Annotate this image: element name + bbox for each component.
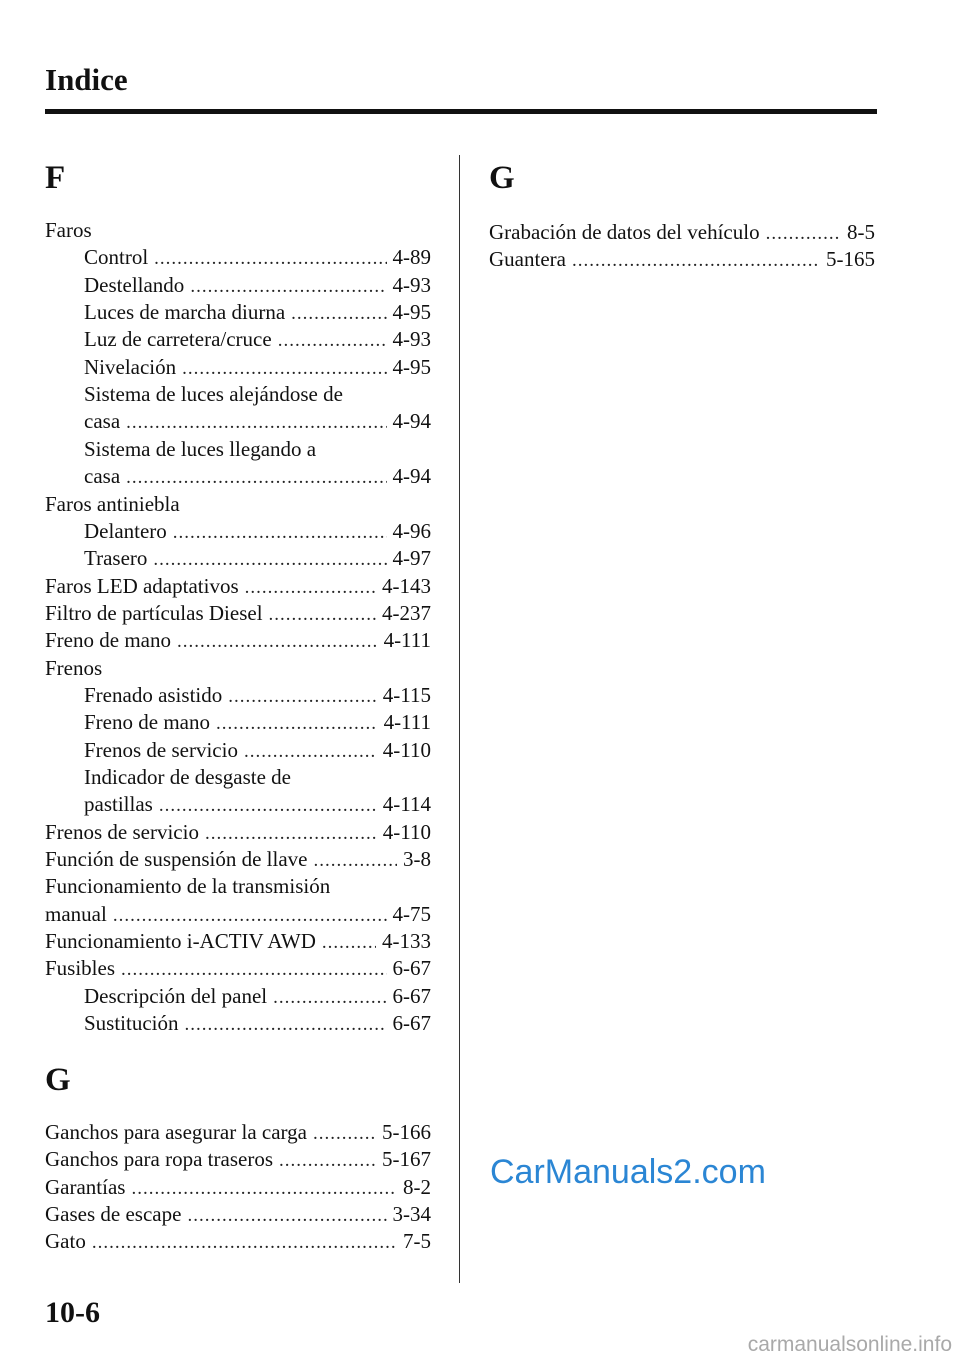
entry-page-ref: 4-89 — [392, 245, 431, 269]
entry-page-ref: 8-5 — [847, 220, 875, 244]
dot-leader — [153, 546, 386, 573]
entry-text: Trasero — [84, 546, 148, 570]
index-subentry — [84, 737, 431, 764]
index-entry — [45, 627, 431, 654]
index-entry — [45, 217, 431, 244]
index-subentry — [84, 244, 431, 271]
dot-leader — [313, 1120, 376, 1147]
entry-text: Freno de mano — [84, 710, 210, 734]
dot-leader — [182, 355, 386, 382]
index-subentry — [84, 791, 431, 818]
watermark-logo: CarManuals2.com — [490, 1153, 766, 1191]
entry-page-ref: 4-95 — [392, 355, 431, 379]
dot-leader — [177, 628, 378, 655]
index-subentry — [84, 545, 431, 572]
header-rule — [45, 109, 877, 114]
entry-page-ref: 6-67 — [392, 1011, 431, 1035]
index-entry — [45, 873, 431, 900]
entry-text: casa — [84, 409, 121, 433]
entry-text: Función de suspensión de llave — [45, 847, 308, 871]
entry-text: Guantera — [489, 247, 566, 271]
entry-text: Delantero — [84, 519, 167, 543]
index-entry — [45, 1174, 431, 1201]
dot-leader — [121, 956, 386, 983]
page-title: Indice — [45, 62, 128, 97]
entry-text: Sistema de luces llegando a — [84, 437, 317, 461]
index-subentry — [84, 709, 431, 736]
entry-page-ref: 7-5 — [403, 1229, 431, 1253]
dot-leader — [185, 1011, 387, 1038]
entry-text: Fusibles — [45, 956, 116, 980]
index-subentry — [84, 381, 431, 408]
index-subentry — [84, 682, 431, 709]
index-entry — [45, 819, 431, 846]
index-subentry — [84, 518, 431, 545]
index-entry — [45, 901, 431, 928]
entry-page-ref: 4-237 — [382, 601, 431, 625]
entry-page-ref: 4-97 — [392, 546, 431, 570]
index-entry — [45, 600, 431, 627]
index-subentry — [84, 983, 431, 1010]
section-letter: G — [45, 1062, 71, 1098]
dot-leader — [92, 1229, 397, 1256]
index-entry — [489, 246, 875, 273]
entry-text: Indicador de desgaste de — [84, 765, 291, 789]
entry-text: Funcionamiento de la transmisión — [45, 874, 331, 898]
section-letter: G — [489, 160, 515, 196]
entry-text: Sustitución — [84, 1011, 179, 1035]
dot-leader — [291, 300, 386, 327]
entry-text: Luces de marcha diurna — [84, 300, 286, 324]
entry-page-ref: 4-93 — [392, 273, 431, 297]
entry-page-ref: 4-114 — [382, 792, 431, 816]
entry-text: Luz de carretera/cruce — [84, 327, 272, 351]
entry-page-ref: 4-110 — [382, 820, 431, 844]
entry-page-ref: 4-94 — [392, 464, 431, 488]
index-subentry — [84, 1010, 431, 1037]
entry-text: Gato — [45, 1229, 86, 1253]
dot-leader — [126, 409, 386, 436]
entry-text: Faros LED adaptativos — [45, 574, 239, 598]
index-subentry — [84, 764, 431, 791]
dot-leader — [131, 1175, 397, 1202]
entry-text: casa — [84, 464, 121, 488]
entry-text: Grabación de datos del vehículo — [489, 220, 760, 244]
entry-page-ref: 4-111 — [383, 628, 431, 652]
dot-leader — [572, 247, 820, 274]
entry-text: Nivelación — [84, 355, 177, 379]
dot-leader — [278, 327, 387, 354]
entry-text: Funcionamiento i-ACTIV AWD — [45, 929, 316, 953]
entry-text: Frenos — [45, 656, 103, 680]
site-footer-link[interactable]: carmanualsonline.info — [747, 1333, 952, 1356]
entry-page-ref: 4-115 — [382, 683, 431, 707]
dot-leader — [269, 601, 376, 628]
entry-text: Freno de mano — [45, 628, 171, 652]
entry-page-ref: 4-143 — [382, 574, 431, 598]
index-subentry — [84, 354, 431, 381]
entry-text: Filtro de partículas Diesel — [45, 601, 263, 625]
dot-leader — [279, 1147, 376, 1174]
entry-page-ref: 4-111 — [383, 710, 431, 734]
dot-leader — [187, 1202, 386, 1229]
entry-page-ref: 3-8 — [403, 847, 431, 871]
entry-text: Sistema de luces alejándose de — [84, 382, 343, 406]
column-divider — [459, 155, 460, 1283]
index-entry — [45, 573, 431, 600]
index-entry — [489, 219, 875, 246]
dot-leader — [173, 519, 387, 546]
dot-leader — [216, 710, 378, 737]
entry-text: Destellando — [84, 273, 185, 297]
dot-leader — [273, 984, 386, 1011]
entry-page-ref: 5-167 — [382, 1147, 431, 1171]
index-entry — [45, 846, 431, 873]
index-entry — [45, 1228, 431, 1255]
dot-leader — [245, 574, 376, 601]
entry-page-ref: 8-2 — [403, 1175, 431, 1199]
entry-text: Ganchos para asegurar la carga — [45, 1120, 307, 1144]
entry-text: pastillas — [84, 792, 153, 816]
entry-page-ref: 4-133 — [382, 929, 431, 953]
entry-page-ref: 5-166 — [382, 1120, 431, 1144]
entry-page-ref: 3-34 — [392, 1202, 431, 1226]
index-entry — [45, 955, 431, 982]
dot-leader — [126, 464, 386, 491]
index-entry — [45, 655, 431, 682]
page-number: 10-6 — [45, 1296, 100, 1329]
dot-leader — [190, 273, 386, 300]
dot-leader — [244, 738, 377, 765]
index-subentry — [84, 326, 431, 353]
entry-text: manual — [45, 902, 107, 926]
index-subentry — [84, 408, 431, 435]
entry-text: Faros — [45, 218, 92, 242]
entry-text: Descripción del panel — [84, 984, 268, 1008]
entry-page-ref: 6-67 — [392, 956, 431, 980]
dot-leader — [205, 820, 377, 847]
entry-page-ref: 4-94 — [392, 409, 431, 433]
entry-text: Ganchos para ropa traseros — [45, 1147, 273, 1171]
entry-page-ref: 6-67 — [392, 984, 431, 1008]
index-entry — [45, 928, 431, 955]
dot-leader — [766, 220, 841, 247]
dot-leader — [154, 245, 386, 272]
entry-page-ref: 4-95 — [392, 300, 431, 324]
entry-page-ref: 4-110 — [382, 738, 431, 762]
index-subentry — [84, 272, 431, 299]
section-letter: F — [45, 160, 66, 196]
index-entry — [45, 1146, 431, 1173]
index-entry — [45, 1119, 431, 1146]
entry-page-ref: 4-96 — [392, 519, 431, 543]
dot-leader — [322, 929, 376, 956]
dot-leader — [113, 902, 387, 929]
dot-leader — [159, 792, 377, 819]
entry-text: Control — [84, 245, 149, 269]
index-entry — [45, 491, 431, 518]
dot-leader — [313, 847, 397, 874]
dot-leader — [228, 683, 377, 710]
index-subentry — [84, 299, 431, 326]
index-subentry — [84, 463, 431, 490]
entry-text: Garantías — [45, 1175, 126, 1199]
index-subentry — [84, 436, 431, 463]
entry-page-ref: 4-93 — [392, 327, 431, 351]
index-entry — [45, 1201, 431, 1228]
entry-text: Frenos de servicio — [84, 738, 238, 762]
entry-page-ref: 4-75 — [392, 902, 431, 926]
entry-text: Gases de escape — [45, 1202, 182, 1226]
entry-text: Faros antiniebla — [45, 492, 180, 516]
entry-text: Frenado asistido — [84, 683, 223, 707]
entry-text: Frenos de servicio — [45, 820, 199, 844]
entry-page-ref: 5-165 — [826, 247, 875, 271]
